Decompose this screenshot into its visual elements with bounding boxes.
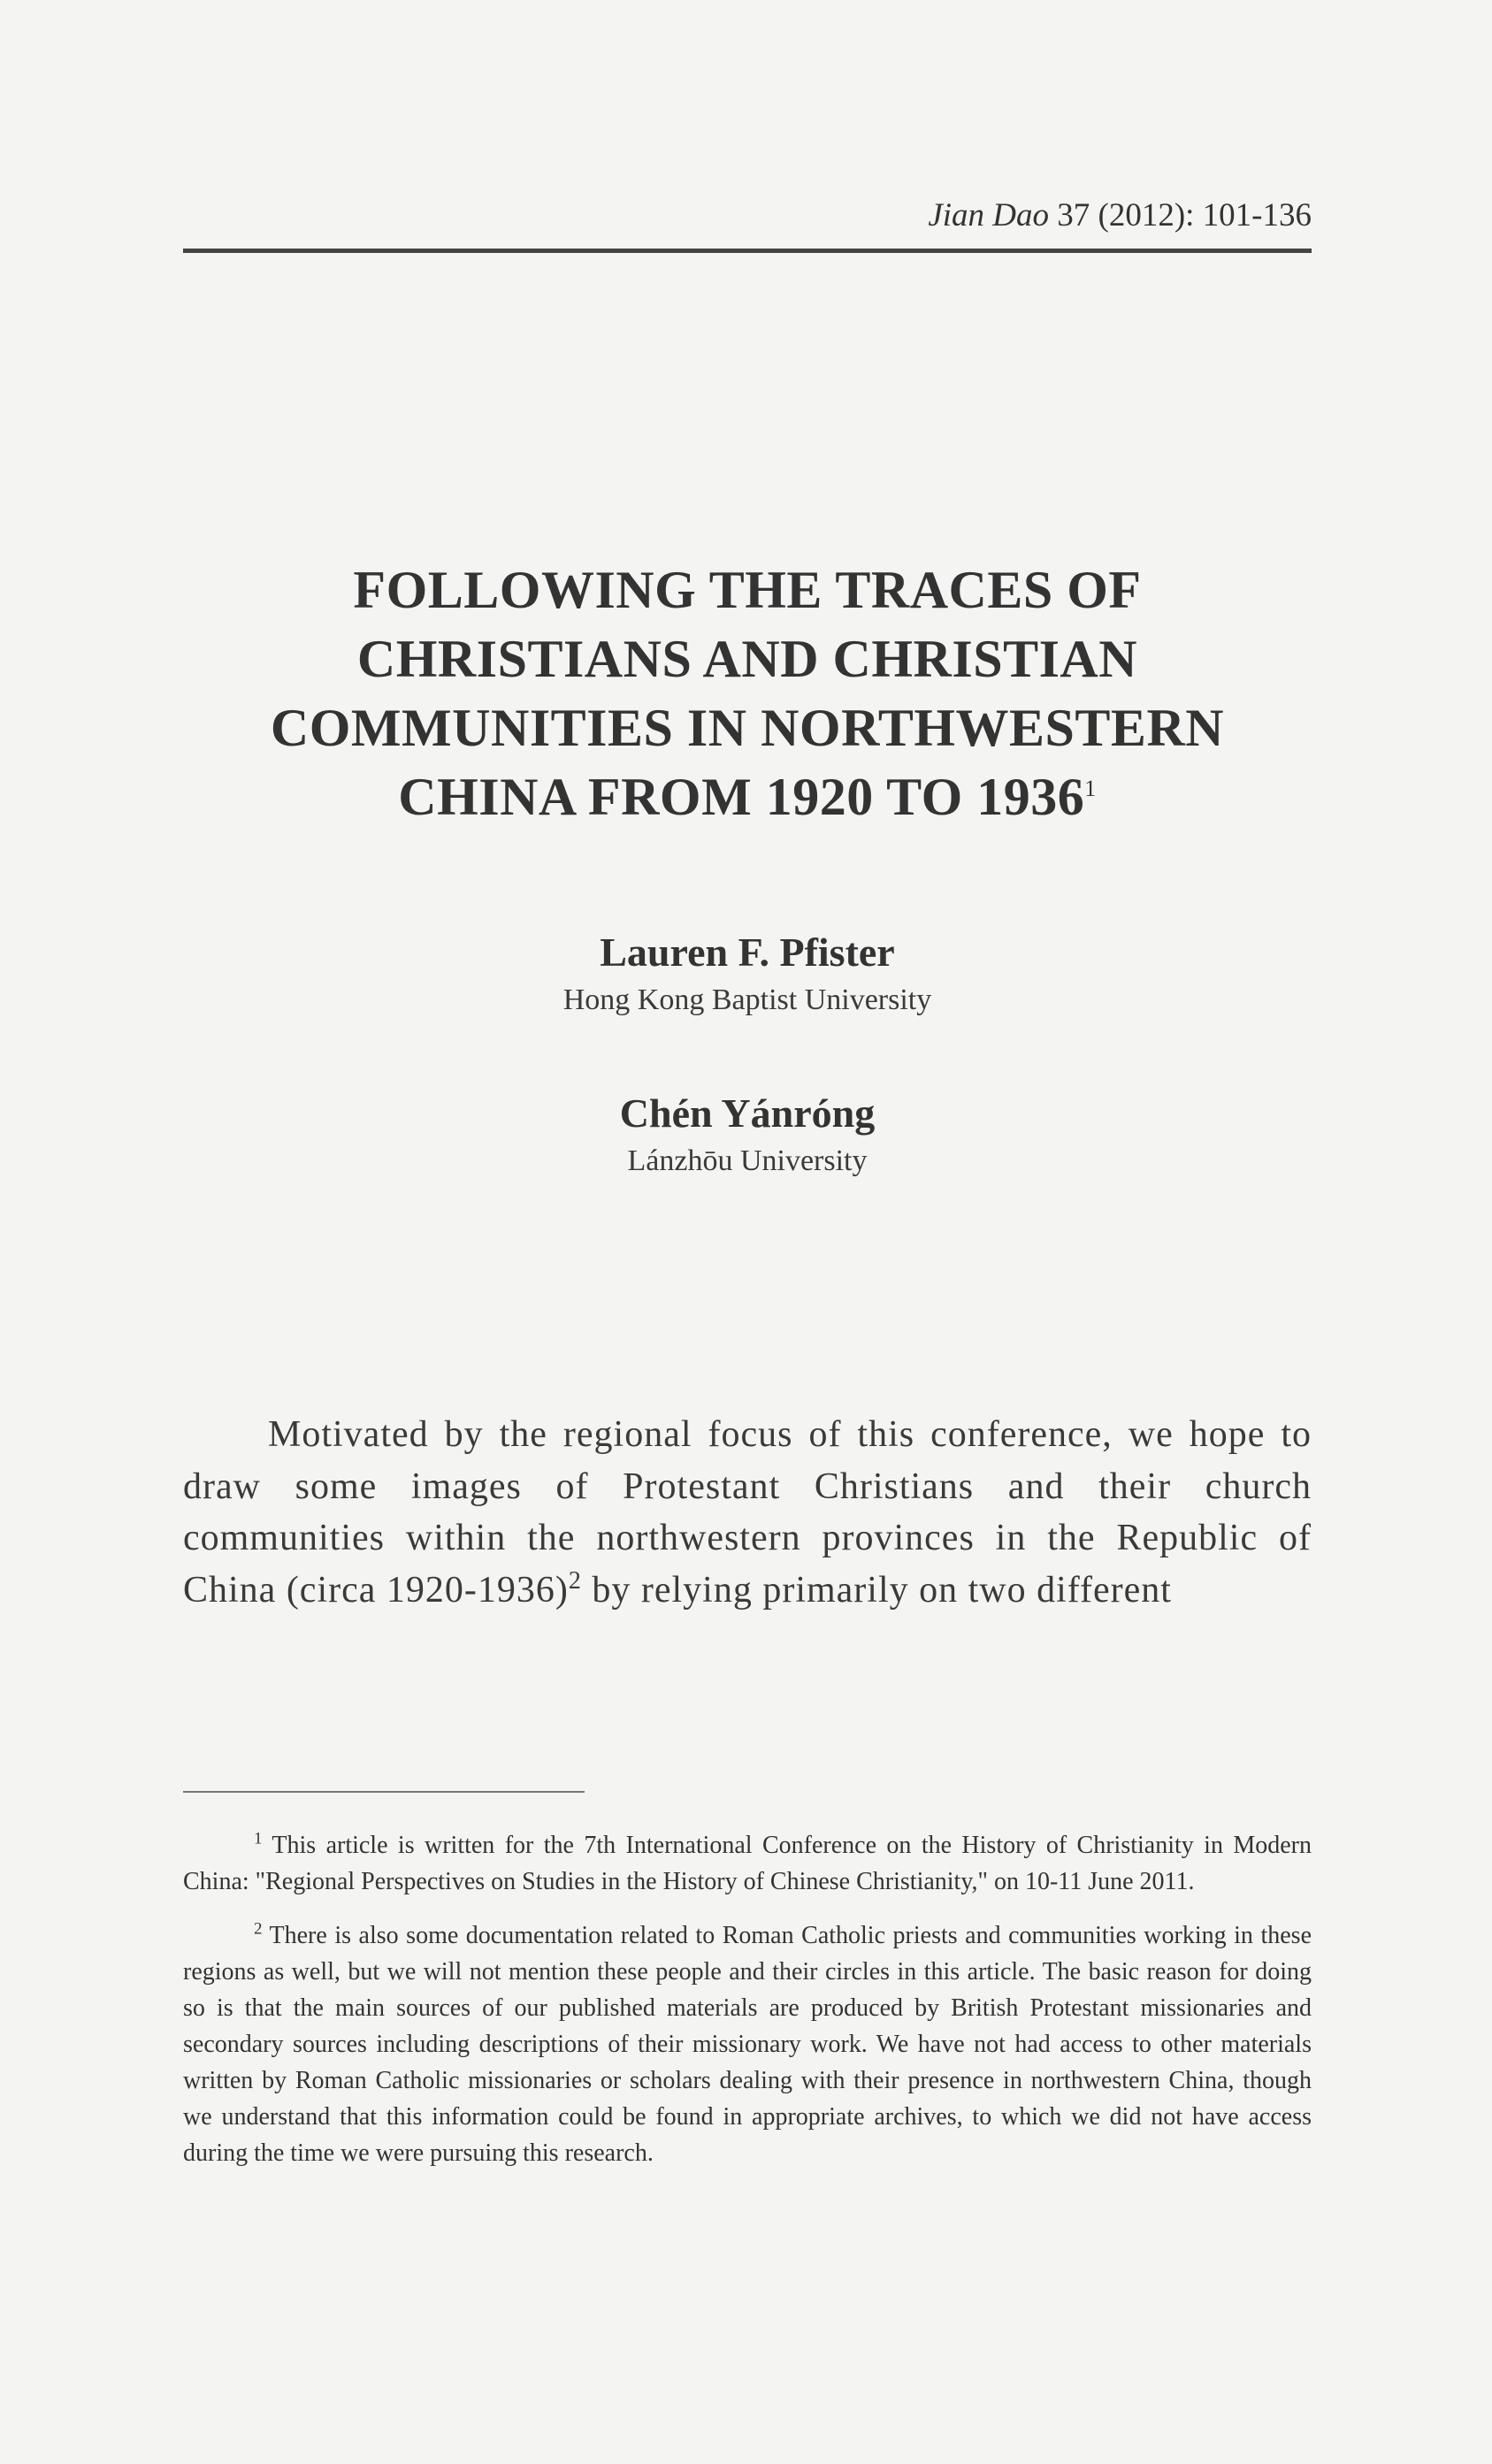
author-name: Chén Yánróng [619,1090,876,1136]
footnote-divider [183,1791,585,1793]
author-name: Lauren F. Pfister [600,930,895,975]
footnote-2 [183,1917,1312,2171]
author-block-2 [183,1089,1312,1181]
title-line-last [183,762,1312,831]
body-footnote-marker: 2 [568,1566,582,1595]
title-footnote-marker: 1 [1084,776,1097,801]
title-line: FOLLOWING THE TRACES OF [353,561,1142,619]
footnote-marker: 2 [254,1919,263,1939]
running-header [183,196,1312,235]
header-rule [183,249,1312,253]
title-line-text: CHINA FROM 1920 TO 1936 [398,768,1085,826]
footnote-text: There is also some documentation related to Roman Catholic priests and communities working in these regions as well, but we will not mention these people and their circles in this article. The basic reason for doing so is that the main sources of our published materials are produced by British Protestant missionaries and secondary sources including descriptions of their missionary work. We have not had access to other materials written by Roman Catholic missionaries or scholars dealing with their presence in northwestern China, though we understand that this information could be found in appropriate archives, to which we did not have access during the time we were pursuing this research. [183,1922,1312,2167]
journal-citation: 37 (2012): 101-136 [1057,197,1312,233]
author-block-1 [183,928,1312,1020]
author-affiliation: Hong Kong Baptist University [562,983,932,1016]
title-line: CHRISTIANS AND CHRISTIAN [356,630,1138,688]
body-paragraph [183,1409,1312,1616]
article-title [183,555,1312,831]
footnote-marker: 1 [254,1829,263,1848]
footnote-text: This article is written for the 7th International Conference on the History of Christianity in Modern China: "Regional Perspectives on Studies in the History of Chinese Christianity," on 10-11 June 2011. [183,1832,1312,1895]
body-text-part1: Motivated by the regional focus of this conference, we hope to draw some images of Protestant Christians and their church communities within the northwestern provinces in the Republic of China (circa 1920-1936) [183,1414,1312,1611]
author-affiliation: Lánzhōu University [627,1144,868,1177]
journal-name: Jian Dao [928,197,1049,233]
title-line: COMMUNITIES IN NORTHWESTERN [270,699,1225,757]
footnote-1 [183,1827,1312,1900]
footnotes [183,1827,1312,2189]
body-text-part2: by relying primarily on two different [581,1569,1172,1611]
